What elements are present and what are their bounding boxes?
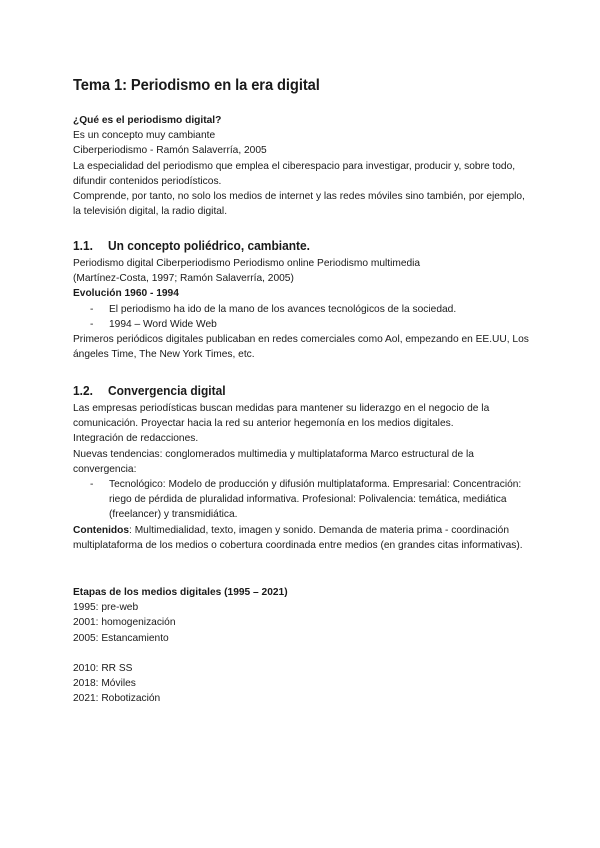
intro-line: Ciberperiodismo - Ramón Salaverría, 2005 [73,145,267,157]
section-1-closing: Primeros periódicos digitales publicaban en redes comerciales como Aol, empezando en EE.UU, Los ángeles Time, The New York Times, etc. [73,334,529,361]
stages-heading: Etapas de los medios digitales (1995 – 2021) [73,587,288,598]
intro-line: Comprende, por tanto, no solo los medios de internet y las redes móviles sino también, por ejemplo, la televisión digital, la radio digital. [73,191,525,218]
section-1-line: (Martínez-Costa, 1997; Ramón Salaverría, 2005) [73,273,294,285]
bullet-dash: - [90,303,94,315]
section-1-number: 1.1. [73,238,93,253]
stage-item: 2005: Estancamiento [73,632,169,644]
section-1-heading [73,238,310,253]
section-1-line: Periodismo digital Ciberperiodismo Periodismo online Periodismo multimedia [73,258,421,269]
section-2-paragraph: Integración de redacciones. [73,433,199,445]
section-2-number: 1.2. [73,383,93,398]
bullet-dash: - [90,479,94,491]
section-2-heading [73,383,226,398]
intro-line: La especialidad del periodismo que emplea el ciberespacio para investigar, producir y, sobre todo, difundir contenidos periodísticos. [73,160,516,187]
convergence-list [73,477,533,523]
stage-item: 1995: pre-web [73,602,139,614]
bullet-dash: - [90,318,94,330]
stage-item: 2001: homogenización [73,617,176,629]
evolution-heading: Evolución 1960 - 1994 [73,288,179,300]
list-item: - Tecnológico: Modelo de producción y difusión multiplataforma. Empresarial: Concentración: riego de pérdida de pluralidad informativa. Profesional: Polivalencia: temática, mediática (freelancer) y transmidiática. [90,479,522,521]
stages-block [73,585,533,706]
evolution-list [73,302,533,332]
section-2-paragraph: Las empresas periodísticas buscan medidas para mantener su liderazgo en el negocio de la comunicación. Proyectar hacia la red su anterior hegemonía en los medios digitales. [73,403,490,430]
section-2-paragraph: Nuevas tendencias: conglomerados multimedia y multiplataforma Marco estructural de la convergencia: [73,448,474,475]
page-title: Tema 1: Periodismo en la era digital [73,77,320,94]
spacer [73,646,533,661]
contents-label: Contenidos [73,524,130,536]
section-1-body [73,256,533,362]
section-2-title: Convergencia digital [107,383,226,398]
section-1-title: Un concepto poliédrico, cambiante. [107,238,310,253]
intro-block [73,113,533,219]
list-item: - 1994 – Word Wide Web [73,317,533,332]
section-2-body [73,401,533,553]
intro-line: Es un concepto muy cambiante [73,130,216,142]
stage-item: 2021: Robotización [73,693,161,705]
stage-item: 2018: Móviles [73,678,136,690]
contents-paragraph [73,523,533,553]
stage-item: 2010: RR SS [73,662,133,674]
contents-text: : Multimedialidad, texto, imagen y sonido. Demanda de materia prima - coordinación multiplataforma de los medios o cobertura coordinada entre medios (en grandes citas informativas). [73,524,523,551]
intro-heading: ¿Qué es el periodismo digital? [73,115,222,126]
list-item: - El periodismo ha ido de la mano de los avances tecnológicos de la sociedad. [73,302,533,317]
